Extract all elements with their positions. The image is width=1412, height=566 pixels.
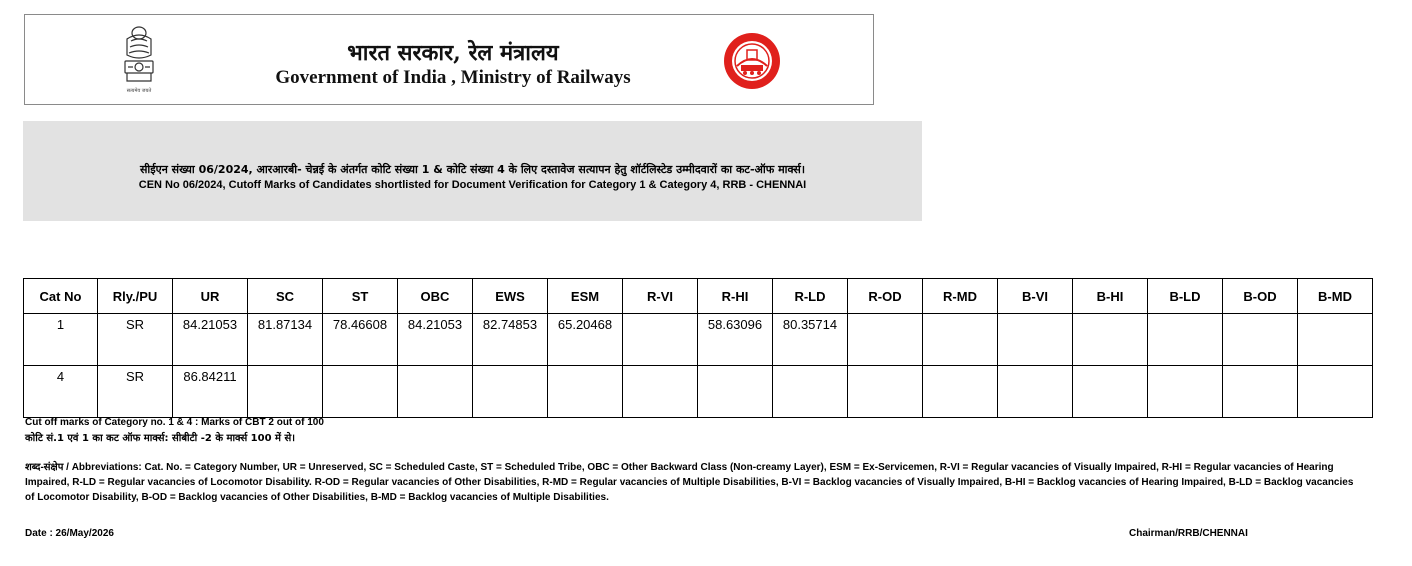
table-cell xyxy=(998,366,1073,418)
column-header: R-MD xyxy=(923,279,998,314)
table-cell: 81.87134 xyxy=(248,314,323,366)
cutoff-note-english: Cut off marks of Category no. 1 & 4 : Marks of CBT 2 out of 100 xyxy=(25,417,324,428)
indian-railways-logo-icon xyxy=(723,32,781,90)
table-body xyxy=(24,314,1373,418)
column-header: R-HI xyxy=(698,279,773,314)
table-cell: 4 xyxy=(24,366,98,418)
ashoka-emblem-icon xyxy=(117,25,161,97)
header xyxy=(24,14,874,105)
table-cell xyxy=(548,366,623,418)
table-cell xyxy=(923,314,998,366)
table-cell xyxy=(398,366,473,418)
table-row xyxy=(24,314,1373,366)
table-cell xyxy=(1073,366,1148,418)
table-cell xyxy=(623,366,698,418)
header-title-english: Government of India , Ministry of Railways xyxy=(275,67,631,88)
table-cell: 58.63096 xyxy=(698,314,773,366)
column-header: EWS xyxy=(473,279,548,314)
column-header: Rly./PU xyxy=(98,279,173,314)
table-cell: 1 xyxy=(24,314,98,366)
table-cell xyxy=(1148,366,1223,418)
table-cell xyxy=(248,366,323,418)
column-header: B-OD xyxy=(1223,279,1298,314)
column-header: B-VI xyxy=(998,279,1073,314)
table-cell xyxy=(773,366,848,418)
table-cell: 86.84211 xyxy=(173,366,248,418)
notice-banner xyxy=(23,121,922,221)
cutoff-marks-table xyxy=(23,278,1373,418)
table-cell xyxy=(1073,314,1148,366)
table-cell: 65.20468 xyxy=(548,314,623,366)
table-cell xyxy=(698,366,773,418)
column-header: R-VI xyxy=(623,279,698,314)
column-header: SC xyxy=(248,279,323,314)
table-cell: SR xyxy=(98,314,173,366)
table-cell: 80.35714 xyxy=(773,314,848,366)
table-header-row xyxy=(24,279,1373,314)
column-header: Cat No xyxy=(24,279,98,314)
table-cell: 84.21053 xyxy=(398,314,473,366)
abbreviations-text: शब्द-संक्षेप / Abbreviations: Cat. No. = Category Number, UR = Unreserved, SC = Scheduled Caste, ST = Scheduled Tribe, OBC = Other Backward Class (Non-creamy Layer), ESM = Ex-Servicemen, R-VI = Regular vacancies of Visually Impaired, R-HI = Regular vacancies of Hearing Impaired, R-LD = Regular vacancies of Locomotor Disability. R-OD = Regular vacancies of Other Disabilities, R-MD = Regular vacancies of Multiple Disabilities, B-VI = Backlog vacancies of Visually Impaired, B-HI = Backlog vacancies of Hearing Impaired, B-LD = Backlog vacancies of Locomotor Disability, B-OD = Backlog vacancies of Other Disabilities, B-MD = Backlog vacancies of Multiple Disabilities. xyxy=(25,462,1354,503)
table-cell xyxy=(1298,366,1373,418)
table-cell xyxy=(1223,314,1298,366)
table-cell xyxy=(1223,366,1298,418)
table-cell xyxy=(1298,314,1373,366)
signatory-label: Chairman/RRB/CHENNAI xyxy=(1129,528,1248,539)
column-header: B-MD xyxy=(1298,279,1373,314)
date-label: Date : 26/May/2026 xyxy=(25,528,114,539)
column-header: B-HI xyxy=(1073,279,1148,314)
table-cell: 78.46608 xyxy=(323,314,398,366)
table-row xyxy=(24,366,1373,418)
cutoff-note-hindi: कोटि सं.1 एवं 1 का कट ऑफ मार्क्स: सीबीटी -2 के मार्क्स 100 में से। xyxy=(25,433,296,444)
column-header: ESM xyxy=(548,279,623,314)
table-cell xyxy=(848,314,923,366)
column-header: B-LD xyxy=(1148,279,1223,314)
column-header: OBC xyxy=(398,279,473,314)
banner-title-english: CEN No 06/2024, Cutoff Marks of Candidates shortlisted for Document Verification for Category 1 & Category 4, RRB - CHENNAI xyxy=(138,179,807,191)
column-header: ST xyxy=(323,279,398,314)
column-header: R-OD xyxy=(848,279,923,314)
table-cell xyxy=(998,314,1073,366)
emblem-caption: सत्यमेव जयते xyxy=(126,88,152,94)
table-cell xyxy=(623,314,698,366)
table-cell: SR xyxy=(98,366,173,418)
table-cell xyxy=(923,366,998,418)
table-cell xyxy=(1148,314,1223,366)
banner-title-hindi: सीईएन संख्या 06/2024, आरआरबी- चेन्नई के अंतर्गत कोटि संख्या 1 & कोटि संख्या 4 के लिए दस्तावेज सत्यापन हेतु शॉर्टलिस्टेड उम्मीदवारों का कट-ऑफ मार्क्स। xyxy=(139,163,806,176)
table-cell xyxy=(473,366,548,418)
table-cell xyxy=(323,366,398,418)
table-cell xyxy=(848,366,923,418)
column-header: UR xyxy=(173,279,248,314)
header-title-hindi: भारत सरकार, रेल मंत्रालय xyxy=(347,40,559,66)
table-cell: 82.74853 xyxy=(473,314,548,366)
table-cell: 84.21053 xyxy=(173,314,248,366)
column-header: R-LD xyxy=(773,279,848,314)
